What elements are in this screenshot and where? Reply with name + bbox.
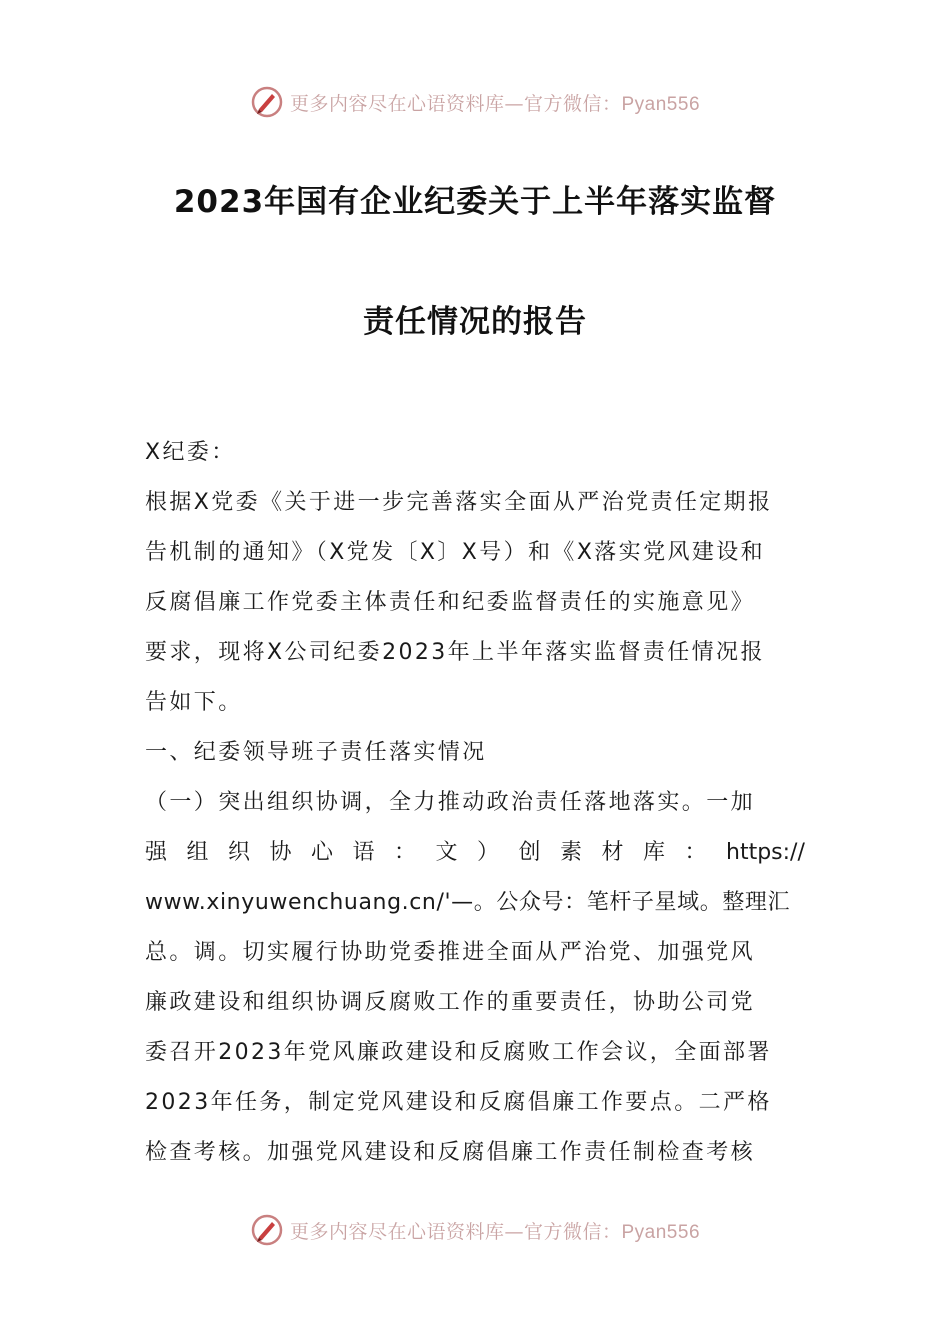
paragraph-line: 根据X党委《关于进一步完善落实全面从严治党责任定期报 (145, 490, 773, 515)
paragraph-line: 要求，现将X公司纪委2023年上半年落实监督责任情况报 (145, 640, 765, 665)
watermark-wechat-id: Pyan556 (621, 93, 701, 115)
salutation: X纪委： (145, 440, 236, 465)
paragraph-line: （一）突出组织协调，全力推动政治责任落地落实。一加 (145, 790, 756, 815)
spaced-char: 库 (643, 840, 666, 865)
paragraph-line: 检查考核。加强党风建设和反腐倡廉工作责任制检查考核 (145, 1140, 756, 1165)
spaced-char: 心 (311, 840, 334, 865)
paragraph-line-spaced (145, 828, 805, 878)
pen-logo-icon (250, 1213, 284, 1247)
watermark-wechat-id: Pyan556 (621, 1221, 701, 1243)
paragraph-line: 总。调。切实履行协助党委推进全面从严治党、加强党风 (145, 940, 756, 965)
document-body (145, 428, 805, 1178)
paragraph-line: 2023年任务，制定党风建设和反腐倡廉工作要点。二严格 (145, 1090, 772, 1115)
spaced-char: 组 (186, 840, 209, 865)
spaced-char: 强 (145, 840, 168, 865)
spaced-char: 材 (601, 840, 624, 865)
watermark-label: 更多内容尽在心语资料库—官方微信： (289, 1220, 622, 1243)
pen-logo-icon (250, 85, 284, 119)
spaced-char: 织 (228, 840, 251, 865)
watermark-label: 更多内容尽在心语资料库—官方微信： (289, 92, 622, 115)
spaced-char: 语 (352, 840, 375, 865)
document-title-line-2: 责任情况的报告 (363, 304, 587, 340)
spaced-char: 文 (435, 840, 458, 865)
url-text: https:// (726, 840, 805, 865)
watermark-banner-top (0, 82, 950, 122)
document-title-line-1: 2023年国有企业纪委关于上半年落实监督 (173, 184, 777, 220)
watermark-text (290, 89, 700, 116)
spaced-char: ： (684, 840, 707, 865)
watermark-banner-bottom (0, 1210, 950, 1250)
spaced-char: 素 (560, 840, 583, 865)
section-heading: 一、纪委领导班子责任落实情况 (145, 740, 487, 765)
watermark-text (290, 1217, 700, 1244)
paragraph-line: 委召开2023年党风廉政建设和反腐败工作会议，全面部署 (145, 1040, 772, 1065)
spaced-char: 创 (518, 840, 541, 865)
spaced-char: ： (394, 840, 417, 865)
paragraph-line: 告如下。 (145, 690, 243, 715)
paragraph-line: www.xinyuwenchuang.cn/'—。公众号：笔杆子星域。整理汇 (145, 890, 791, 915)
spaced-char: 协 (269, 840, 292, 865)
paragraph-line: 廉政建设和组织协调反腐败工作的重要责任，协助公司党 (145, 990, 756, 1015)
spaced-char: ） (477, 840, 500, 865)
paragraph-line: 反腐倡廉工作党委主体责任和纪委监督责任的实施意见》 (145, 590, 756, 615)
paragraph-line: 告机制的通知》（X党发〔X〕X号）和《X落实党风建设和 (145, 540, 766, 565)
